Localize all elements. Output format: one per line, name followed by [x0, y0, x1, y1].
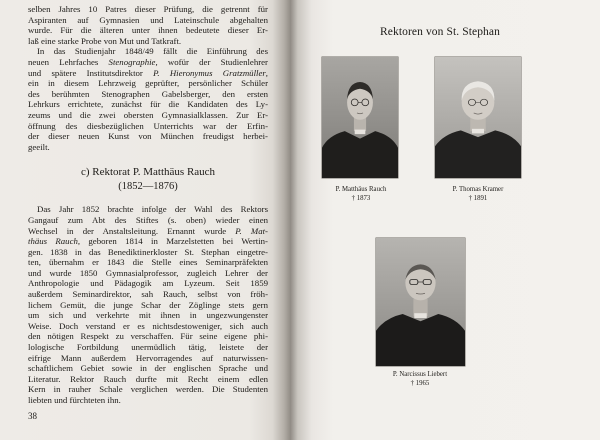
portrait-caption-name: P. Thomas Kramer	[452, 186, 504, 193]
text-line: geeilt.	[28, 141, 50, 152]
italic-text: P. Mat-	[235, 225, 268, 236]
text-line: Aspiranten auf Gymnasien und Lateinschule abgehalten	[28, 14, 268, 25]
text-line: Gangauf zum Abt des Stiftes (s. oben) wieder einen	[28, 214, 268, 225]
text-line: ten, übernahm er 1843 die Stelle eines Seminarpräfekten	[28, 257, 268, 268]
text-line: des berühmten Stenographen Gabelsberger, den ersten	[28, 88, 268, 99]
portrait-caption	[428, 185, 528, 203]
text-column	[28, 4, 268, 406]
text-line: Weise. Doch verstand er es nichtsdestoweniger, sich auch	[28, 320, 268, 331]
text-line: Literatur. Rektor Rauch durfte mit Recht einem edlen	[28, 373, 268, 384]
text-line: Lehrkurs errichtete, zunächst für die Kandidaten des Ly-	[28, 99, 268, 110]
text-line: schaftlichem Gebiet sowie in der englischen Sprache und	[28, 363, 268, 374]
portrait-caption-dates: † 1891	[468, 195, 488, 202]
text-line	[28, 226, 268, 237]
text-segment: ,	[265, 67, 268, 78]
text-line: laß eine starke Probe von Mut und Tatkraft.	[28, 35, 182, 46]
text-line: außerdem Seminardirektor, sah Rauch, selbst von fröh-	[28, 289, 268, 300]
text-line: den nötigen Respekt zu verschaffen. Für seine eigene phi-	[28, 331, 268, 342]
text-line: zeums und die zwei obersten Gymnasialklassen. Zur Er-	[28, 109, 268, 120]
text-segment: und spätere Institutsdirektor	[28, 67, 154, 78]
italic-text: Stenographie	[108, 56, 156, 67]
text-line: wurde. Für die älteren unter ihnen bedeutete dieser Er-	[28, 25, 268, 36]
text-line	[28, 68, 268, 79]
right-page	[290, 0, 600, 440]
paragraph	[28, 46, 268, 152]
text-line: liebten und fürchteten ihn.	[28, 395, 121, 405]
text-line	[28, 236, 268, 247]
portrait-caption-dates: † 1873	[351, 195, 371, 202]
text-line: lologische Fortbildung unermüdlich tätig, leistete der	[28, 342, 268, 353]
text-line: In das Studienjahr 1848/49 fällt die Einführung des	[37, 46, 268, 57]
portrait-caption	[370, 370, 470, 388]
paragraph	[28, 204, 268, 405]
text-line: Kern in rauher Schale verglichen werden. Die Studenten	[28, 384, 268, 395]
text-segment: , geboren 1814 in Marzelstetten bei Wertin-	[77, 236, 268, 247]
text-line: der dieser neuen Kunst von München freudigst herbei-	[28, 131, 268, 142]
text-line: lichem Gemüt, die junge Schar der Zöglinge stets gern	[28, 299, 268, 310]
portrait-image	[376, 238, 465, 366]
portrait-photo-rauch	[322, 57, 398, 178]
text-segment: Wechsel in der Anstaltsleitung. Ernannt wurde	[28, 225, 236, 236]
portrait-image	[435, 57, 521, 178]
text-line	[28, 57, 268, 68]
portrait-caption-name: P. Narcissus Liebert	[392, 371, 448, 378]
paragraph	[28, 4, 268, 46]
italic-text: thäus Rauch	[28, 236, 78, 247]
text-line: selben Jahres 10 Patres dieser Prüfung, die getrennt für	[28, 4, 268, 14]
text-line: eifrige Mann außerdem Hervorragendes auf naturwissen-	[28, 352, 268, 363]
text-segment: neuen Lehrfaches	[28, 56, 109, 67]
italic-text: P. Hieronymus Gratzmüller	[153, 67, 266, 78]
page-heading: Rektoren von St. Stephan	[380, 26, 500, 38]
left-page	[0, 0, 290, 440]
text-line: ein in diesem Lehrzweig geprüfter, persönlicher Schüler	[28, 78, 268, 89]
section-title: c) Rektorat P. Matthäus Rauch	[80, 166, 216, 179]
portrait-caption	[311, 185, 411, 203]
portrait-image	[322, 57, 398, 178]
text-line: Anthropologie und Pädagogik am Lyzeum. Seit 1859	[28, 278, 268, 289]
text-line: Das Jahr 1852 brachte infolge der Wahl des Rektors	[37, 204, 268, 215]
page-number: 38	[28, 411, 37, 421]
portrait-photo-liebert	[376, 238, 465, 366]
section-heading	[28, 165, 268, 194]
text-line: gen. 1838 in das Benediktinerkloster St. Stephan eingetre-	[28, 246, 268, 257]
text-segment: , wofür der Studienlehrer	[155, 56, 268, 67]
text-line: und wurde 1850 Gymnasialprofessor, zugleich Lehrer der	[28, 267, 268, 278]
portrait-photo-kramer	[435, 57, 521, 178]
text-line: öffnung des diesbezüglichen Unterrichts war der Erfin-	[28, 120, 268, 131]
portrait-caption-name: P. Matthäus Rauch	[335, 186, 387, 193]
section-years: (1852—1876)	[118, 181, 178, 193]
text-line: um sich und verkehrte mit ihnen in ungezwungenster	[28, 310, 268, 321]
portrait-caption-dates: † 1965	[410, 380, 430, 387]
